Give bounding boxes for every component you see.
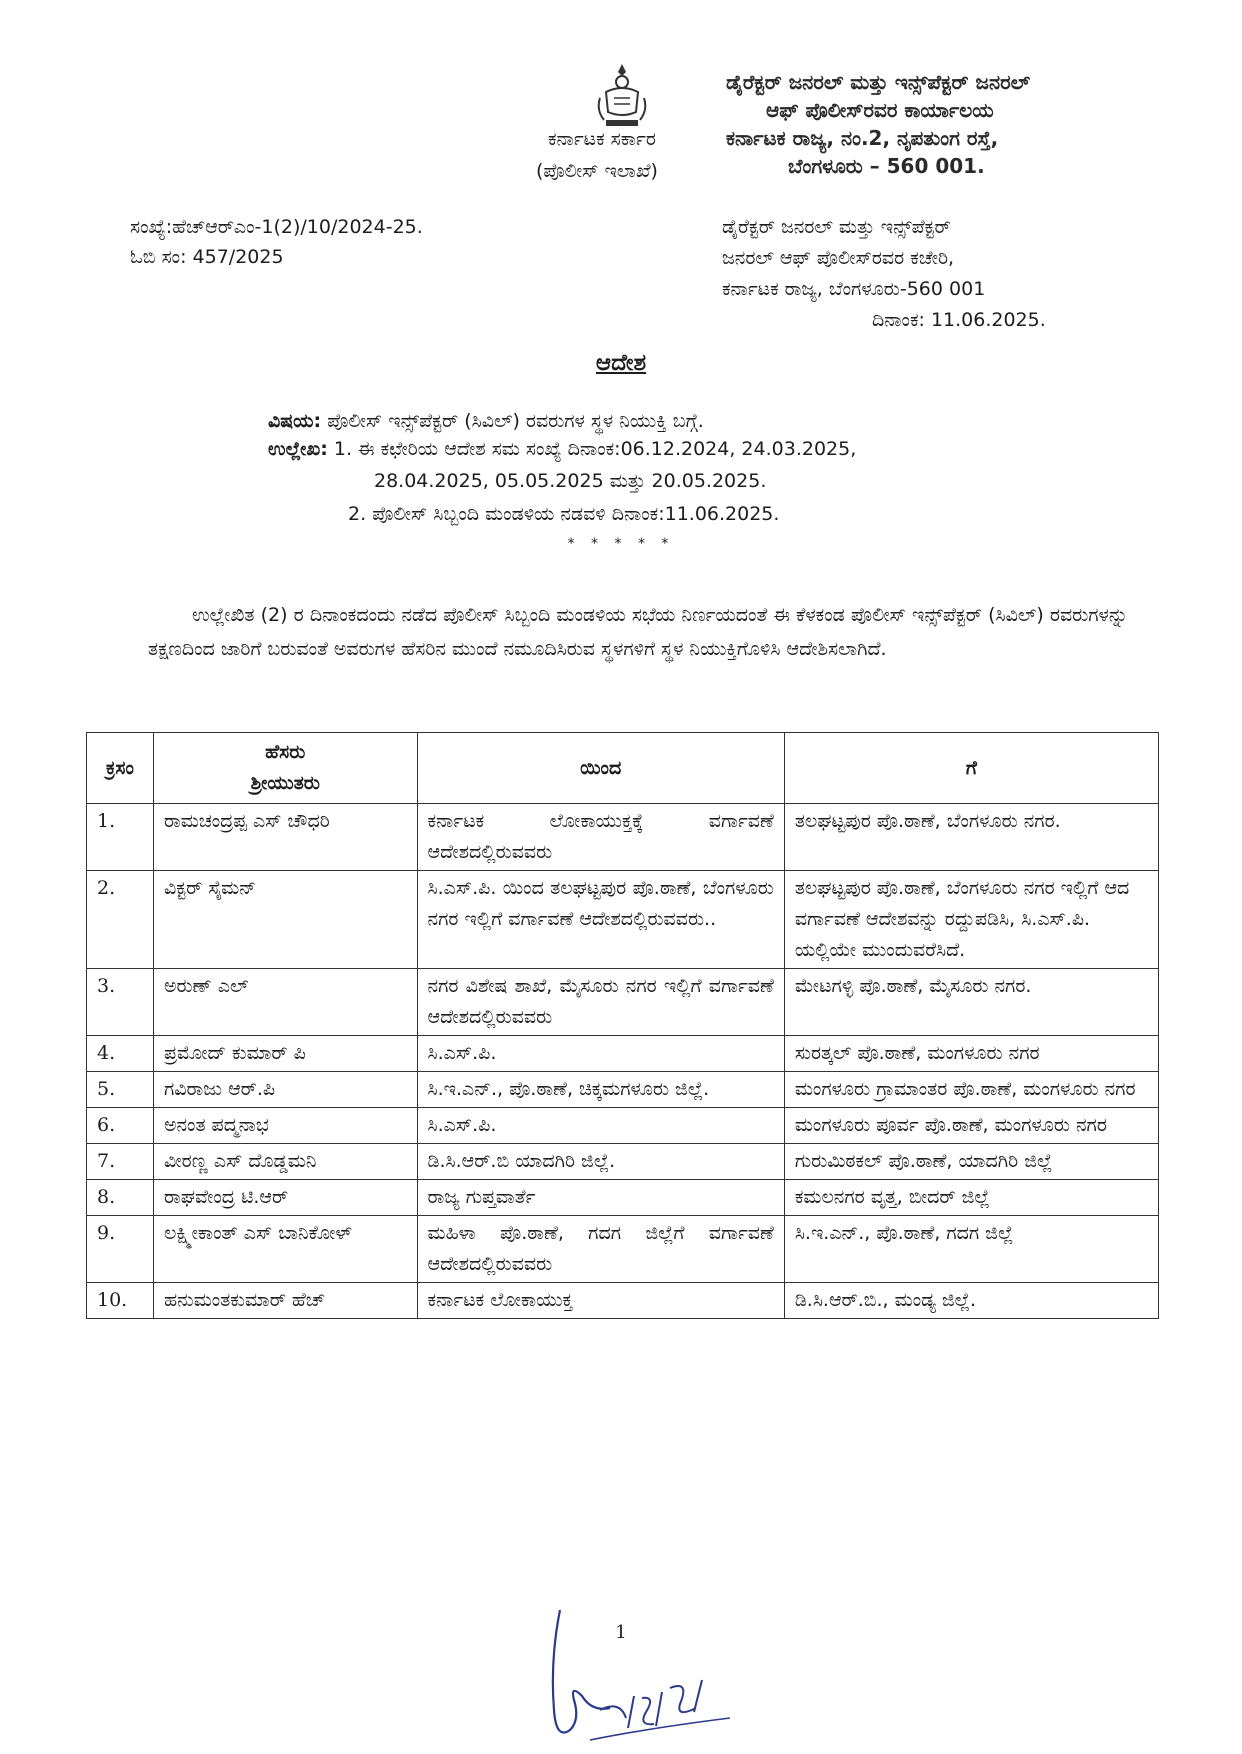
- transfer-table: [86, 732, 1159, 1319]
- order-title: ಆದೇಶ: [595, 350, 647, 376]
- transfer-to: ಮೇಟಗಳ್ಳಿ ಪೊ.ಠಾಣೆ, ಮೈಸೂರು ನಗರ.: [784, 969, 1158, 1036]
- stamp-line: ಡೈರೆಕ್ಟರ್ ಜನರಲ್ ಮತ್ತು ಇನ್ಸ್‌ಪೆಕ್ಟರ್ ಜನರಲ್: [726, 70, 1031, 94]
- transfer-to: ಗುರುಮಿಠಕಲ್ ಪೊ.ಠಾಣೆ, ಯಾದಗಿರಿ ಜಿಲ್ಲೆ: [784, 1144, 1158, 1180]
- transfer-from: ಸಿ.ಎಸ್.ಪಿ.: [417, 1036, 784, 1072]
- table-row: [87, 1283, 1159, 1319]
- table-row: [87, 1072, 1159, 1108]
- officer-name: ವಿಕ್ಟರ್ ಸೈಮನ್: [153, 871, 417, 969]
- transfer-to: ತಲಘಟ್ಟಪುರ ಪೊ.ಠಾಣೆ, ಬೆಂಗಳೂರು ನಗರ.: [784, 804, 1158, 871]
- row-number: 4.: [87, 1036, 154, 1072]
- reference-1-text: 1. ಈ ಕಛೇರಿಯ ಆದೇಶ ಸಮ ಸಂಖ್ಯೆ ದಿನಾಂಕ:06.12.2024, 24.03.2025,: [333, 438, 857, 460]
- transfer-to: ಸುರತ್ಕಲ್ ಪೊ.ಠಾಣೆ, ಮಂಗಳೂರು ನಗರ: [784, 1036, 1158, 1072]
- row-number: 7.: [87, 1144, 154, 1180]
- office-address: [722, 212, 1046, 336]
- stamp-line: ಆಫ್ ಪೊಲೀಸ್‌ರವರ ಕಾರ್ಯಾಲಯ: [766, 98, 994, 122]
- office-line: ಜನರಲ್ ಆಫ್ ಪೊಲೀಸ್‌ರವರ ಕಚೇರಿ,: [722, 247, 955, 269]
- transfer-to: ಸಿ.ಇ.ಎನ್., ಪೊ.ಠಾಣೆ, ಗದಗ ಜಿಲ್ಲೆ: [784, 1216, 1158, 1283]
- table-header-row: [87, 733, 1159, 804]
- officer-name: ರಾಘವೇಂದ್ರ ಟಿ.ಆರ್: [153, 1180, 417, 1216]
- body-first-line: ಉಲ್ಲೇಖಿತ (2) ರ ದಿನಾಂಕದಂದು ನಡೆದ ಪೊಲೀಸ್ ಸಿಬ್ಬಂದಿ ಮಂಡಳಿಯ ಸಭೆಯ ನಿರ್ಣಯದಂತೆ ಈ: [192, 604, 790, 626]
- reference-number: ಸಂಖ್ಯೆ:ಹೆಚ್‌ಆರ್‌ಎಂ-1(2)/10/2024-25.: [130, 216, 423, 238]
- stamp-line: ಬೆಂಗಳೂರು – 560 001.: [788, 154, 985, 178]
- reference-2: 2. ಪೊಲೀಸ್ ಸಿಬ್ಬಂದಿ ಮಂಡಳಿಯ ನಡವಳಿ ದಿನಾಂಕ:11.06.2025.: [348, 503, 780, 525]
- table-row: [87, 1180, 1159, 1216]
- transfer-from: ಮಹಿಳಾ ಪೊ.ಠಾಣೆ, ಗದಗ ಜಿಲ್ಲೆಗೆ ವರ್ಗಾವಣೆ ಆದೇಶದಲ್ಲಿರುವವರು: [417, 1216, 784, 1283]
- row-number: 6.: [87, 1108, 154, 1144]
- page-number: 1: [615, 1622, 627, 1643]
- office-line: ಕರ್ನಾಟಕ ರಾಜ್ಯ, ಬೆಂಗಳೂರು-560 001: [722, 278, 986, 300]
- officer-name: ಲಕ್ಷ್ಮೀಕಾಂತ್ ಎಸ್ ಬಾನಿಕೋಳ್: [153, 1216, 417, 1283]
- header-name-line1: ಹೆಸರು: [265, 741, 306, 763]
- transfer-from: ರಾಜ್ಯ ಗುಪ್ತವಾರ್ತೆ: [417, 1180, 784, 1216]
- row-number: 8.: [87, 1180, 154, 1216]
- header-from: ಯಿಂದ: [417, 733, 784, 804]
- subject-text: ಪೊಲೀಸ್ ಇನ್ಸ್‌ಪೆಕ್ಟರ್ (ಸಿವಿಲ್) ರವರುಗಳ ಸ್ಥಳ ನಿಯುಕ್ತಿ ಬಗ್ಗೆ.: [327, 410, 704, 432]
- transfer-to: ಡಿ.ಸಿ.ಆರ್.ಬಿ., ಮಂಡ್ಯ ಜಿಲ್ಲೆ.: [784, 1283, 1158, 1319]
- body-paragraph: [148, 598, 1128, 666]
- table-row: [87, 1216, 1159, 1283]
- order-date: ದಿನಾಂಕ: 11.06.2025.: [872, 309, 1046, 331]
- transfer-to: ಮಂಗಳೂರು ಗ್ರಾಮಾಂತರ ಪೊ.ಠಾಣೆ, ಮಂಗಳೂರು ನಗರ: [784, 1072, 1158, 1108]
- separator: * * * * *: [567, 536, 675, 552]
- government-name: ಕರ್ನಾಟಕ ಸರ್ಕಾರ: [548, 128, 656, 150]
- transfer-from: ಸಿ.ಎಸ್.ಪಿ.: [417, 1108, 784, 1144]
- table-row: [87, 871, 1159, 969]
- subject-label: ವಿಷಯ:: [268, 410, 322, 432]
- office-stamp: [726, 68, 1030, 180]
- office-line: ಡೈರೆಕ್ಟರ್ ಜನರಲ್ ಮತ್ತು ಇನ್ಸ್‌ಪೆಕ್ಟರ್: [722, 216, 951, 238]
- row-number: 1.: [87, 804, 154, 871]
- header-name: [153, 733, 417, 804]
- officer-name: ವೀರಣ್ಣ ಎಸ್ ದೊಡ್ಡಮನಿ: [153, 1144, 417, 1180]
- transfer-to: ಮಂಗಳೂರು ಪೂರ್ವ ಪೊ.ಠಾಣೆ, ಮಂಗಳೂರು ನಗರ: [784, 1108, 1158, 1144]
- row-number: 2.: [87, 871, 154, 969]
- transfer-from: ಕರ್ನಾಟಕ ಲೋಕಾಯುಕ್ತಕ್ಕೆ ವರ್ಗಾವಣೆ ಆದೇಶದಲ್ಲಿರುವವರು: [417, 804, 784, 871]
- officer-name: ಅರುಣ್ ಎಲ್: [153, 969, 417, 1036]
- signature-image: [530, 1600, 760, 1750]
- row-number: 9.: [87, 1216, 154, 1283]
- reference-label: ಉಲ್ಲೇಖ:: [268, 438, 328, 460]
- body-text: ಕೆಳಕಂಡ ಪೊಲೀಸ್ ಇನ್ಸ್‌ಪೆಕ್ಟರ್ (ಸಿವಿಲ್) ರವರುಗಳನ್ನು ತಕ್ಷಣದಿಂದ ಜಾರಿಗೆ ಬರುವಂತೆ ಅವರುಗಳ ಹೆಸರಿನ ಮುಂದೆ ನಮೂದಿಸಿರುವ ಸ್ಥಳಗಳಿಗೆ ಸ್ಥಳ ನಿಯುಕ್ತಿಗೊಳಿಸಿ ಆದೇಶಿಸಲಾಗಿದೆ.: [148, 604, 1129, 660]
- officer-name: ಪ್ರಮೋದ್ ಕುಮಾರ್ ಪಿ: [153, 1036, 417, 1072]
- header-sl: ಕ್ರಸಂ: [87, 733, 154, 804]
- reference-1-continued: 28.04.2025, 05.05.2025 ಮತ್ತು 20.05.2025.: [374, 470, 767, 492]
- transfer-from: ಕರ್ನಾಟಕ ಲೋಕಾಯುಕ್ತ: [417, 1283, 784, 1319]
- table-row: [87, 1036, 1159, 1072]
- table-row: [87, 1108, 1159, 1144]
- transfer-to: ಕಮಲನಗರ ವೃತ್ತ, ಬೀದರ್ ಜಿಲ್ಲೆ: [784, 1180, 1158, 1216]
- table-row: [87, 1144, 1159, 1180]
- officer-name: ಗವಿರಾಜು ಆರ್.ಪಿ: [153, 1072, 417, 1108]
- ob-number: ಓಬಿ ಸಂ: 457/2025: [130, 246, 284, 268]
- reference-block: [130, 212, 423, 272]
- header-name-line2: ಶ್ರೀಯುತರು: [250, 772, 320, 794]
- officer-name: ರಾಮಚಂದ್ರಪ್ಪ ಎಸ್ ಚೌಧರಿ: [153, 804, 417, 871]
- stamp-line: ಕರ್ನಾಟಕ ರಾಜ್ಯ, ನಂ.2, ನೃಪತುಂಗ ರಸ್ತೆ,: [726, 126, 999, 150]
- row-number: 5.: [87, 1072, 154, 1108]
- row-number: 3.: [87, 969, 154, 1036]
- table-row: [87, 969, 1159, 1036]
- transfer-from: ಸಿ.ಎಸ್.ಪಿ. ಯಿಂದ ತಲಘಟ್ಟಪುರ ಪೊ.ಠಾಣೆ, ಬೆಂಗಳೂರು ನಗರ ಇಲ್ಲಿಗೆ ವರ್ಗಾವಣೆ ಆದೇಶದಲ್ಲಿರುವವರು..: [417, 871, 784, 969]
- department-name: (ಪೊಲೀಸ್ ಇಲಾಖೆ): [536, 160, 658, 182]
- reference-1: [268, 438, 856, 460]
- transfer-from: ನಗರ ವಿಶೇಷ ಶಾಖೆ, ಮೈಸೂರು ನಗರ ಇಲ್ಲಿಗೆ ವರ್ಗಾವಣೆ ಆದೇಶದಲ್ಲಿರುವವರು: [417, 969, 784, 1036]
- officer-name: ಹನುಮಂತಕುಮಾರ್ ಹೆಚ್: [153, 1283, 417, 1319]
- header-to: ಗೆ: [784, 733, 1158, 804]
- transfer-from: ಡಿ.ಸಿ.ಆರ್.ಬಿ ಯಾದಗಿರಿ ಜಿಲ್ಲೆ.: [417, 1144, 784, 1180]
- row-number: 10.: [87, 1283, 154, 1319]
- officer-name: ಅನಂತ ಪದ್ಮನಾಭ: [153, 1108, 417, 1144]
- subject-line: [268, 406, 704, 437]
- transfer-to: ತಲಘಟ್ಟಪುರ ಪೊ.ಠಾಣೆ, ಬೆಂಗಳೂರು ನಗರ ಇಲ್ಲಿಗೆ ಆದ ವರ್ಗಾವಣೆ ಆದೇಶವನ್ನು ರದ್ದುಪಡಿಸಿ, ಸಿ.ಎಸ್.ಪಿ. ಯಲ್ಲಿಯೇ ಮುಂದುವರೆಸಿದೆ.: [784, 871, 1158, 969]
- state-emblem-icon: [592, 62, 652, 134]
- transfer-from: ಸಿ.ಇ.ಎನ್., ಪೊ.ಠಾಣೆ, ಚಿಕ್ಕಮಗಳೂರು ಜಿಲ್ಲೆ.: [417, 1072, 784, 1108]
- table-row: [87, 804, 1159, 871]
